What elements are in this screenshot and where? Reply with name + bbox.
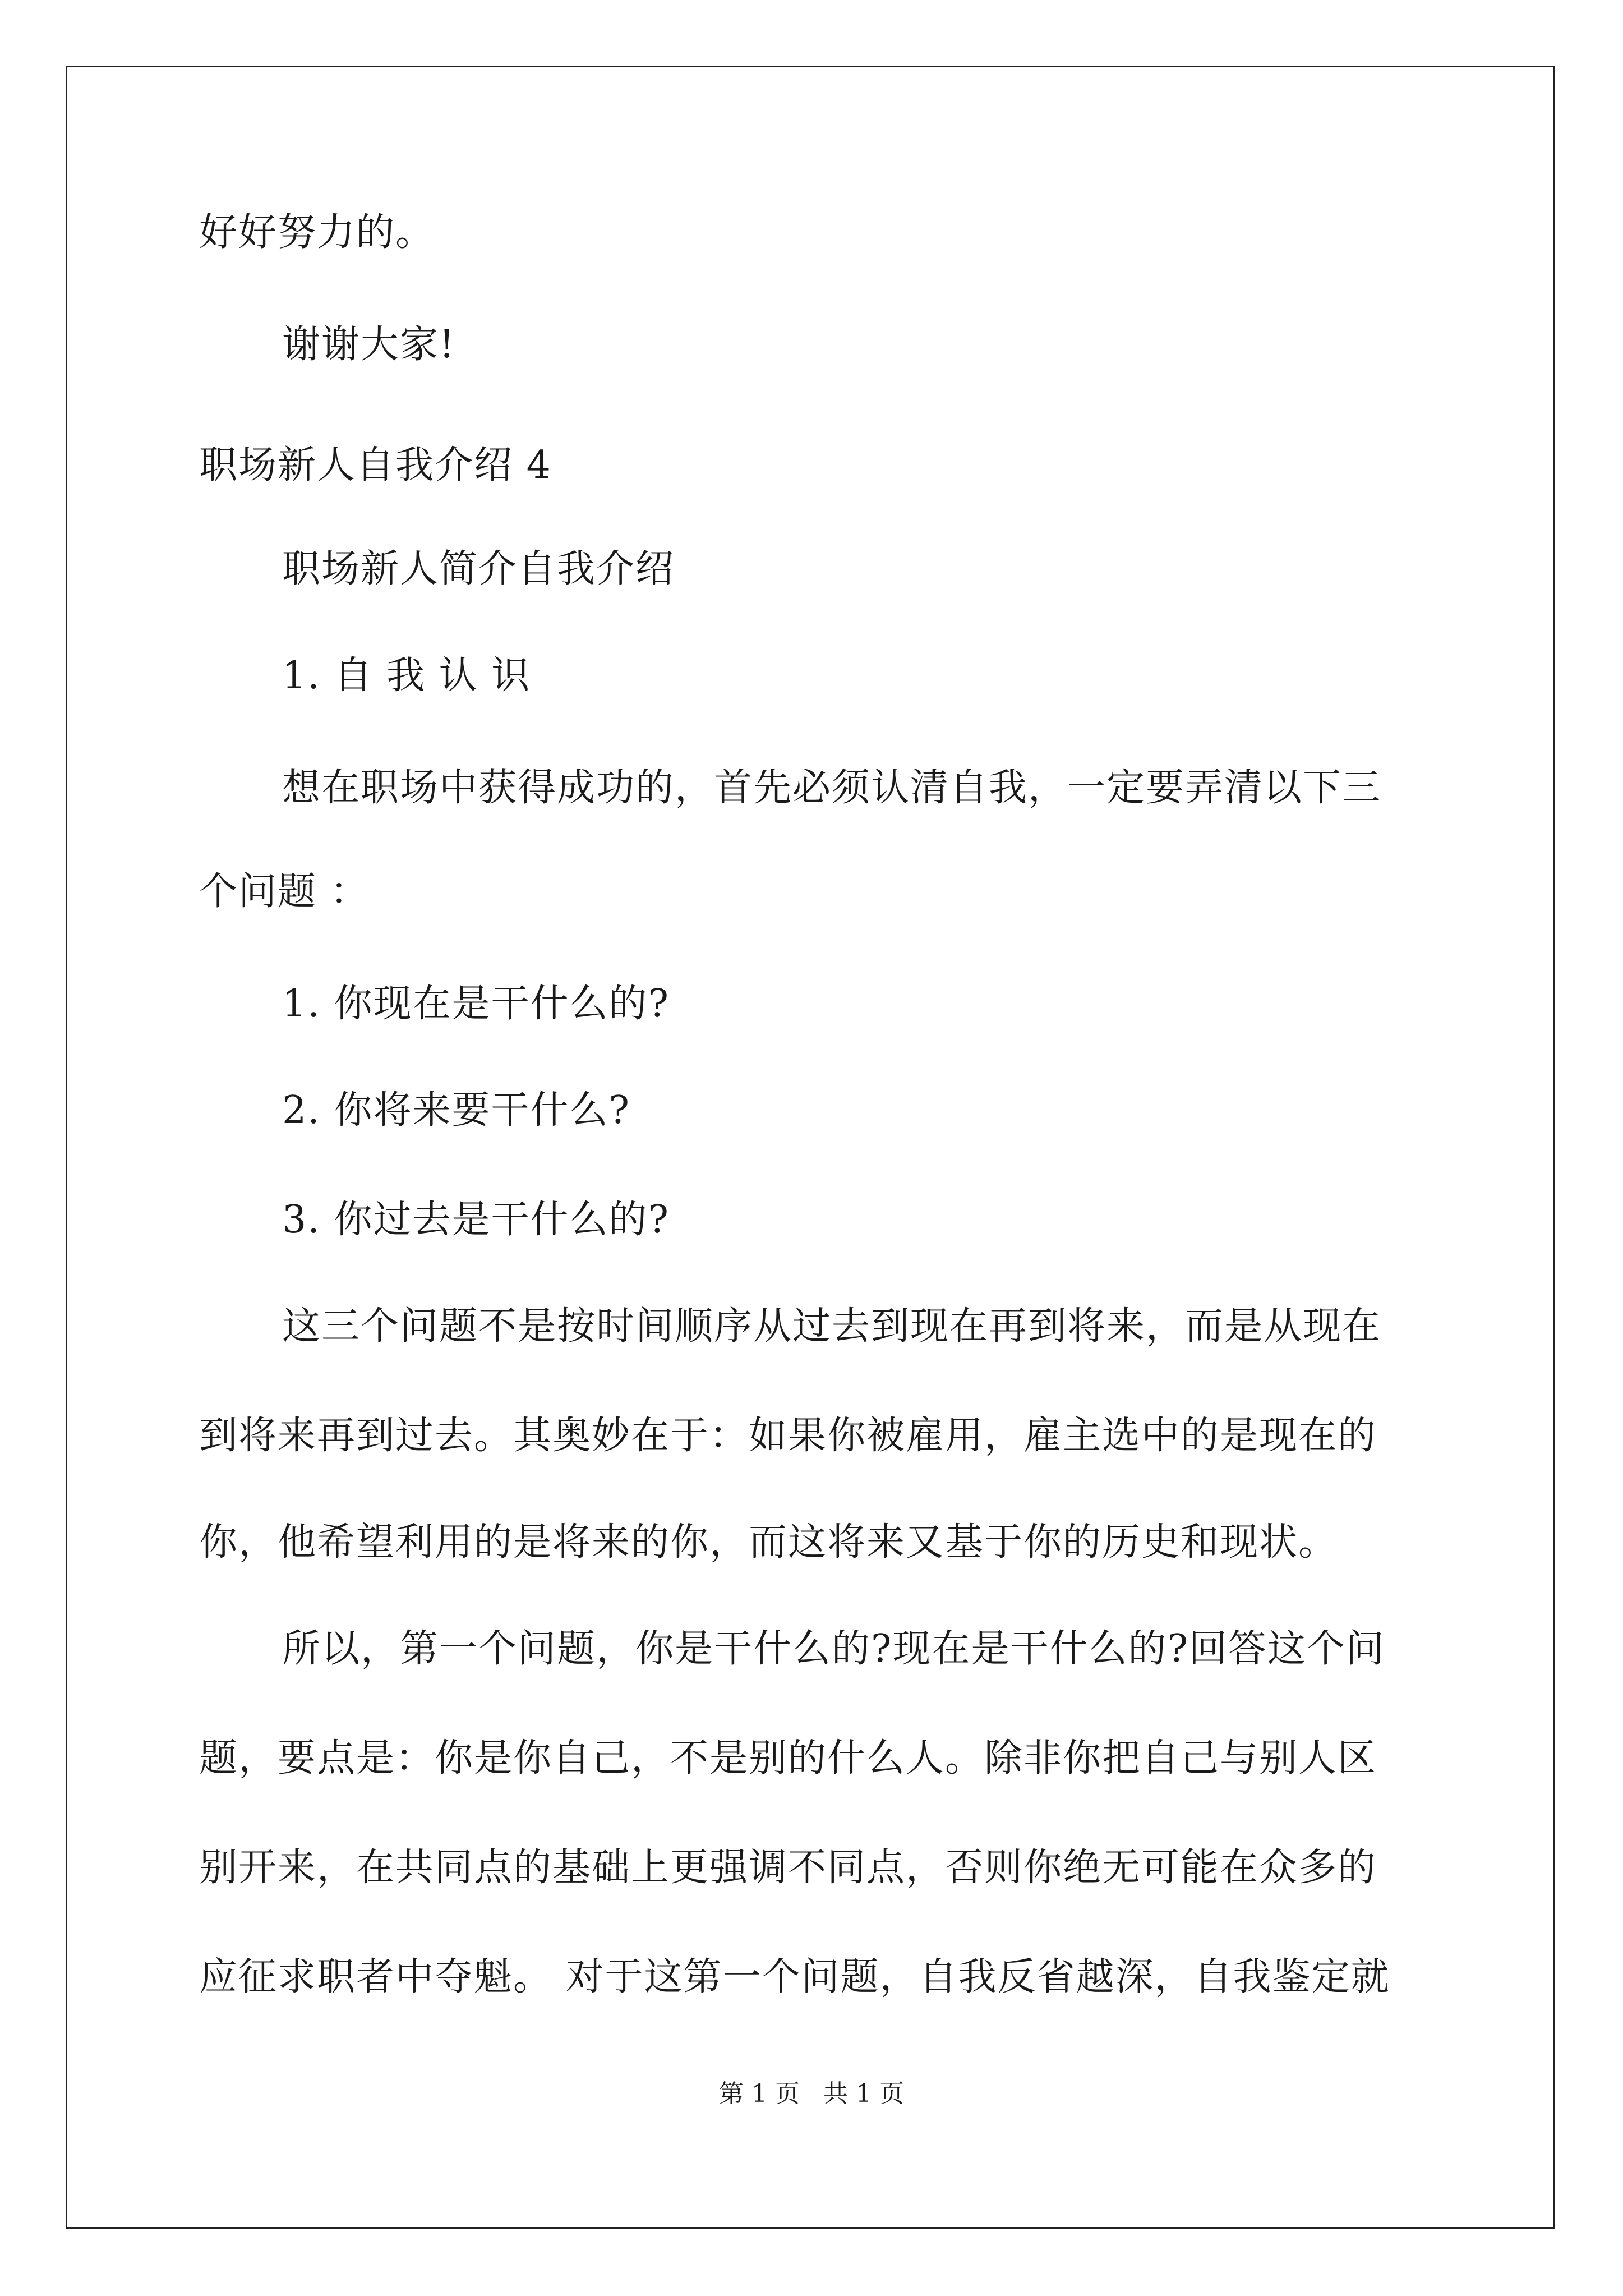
list-item: 2. 你将来要干什么? xyxy=(282,1088,630,1133)
text-line: 这三个问题不是按时间顺序从过去到现在再到将来，而是从现在 xyxy=(282,1304,1382,1349)
text-line: 到将来再到过去。其奥妙在于：如果你被雇用，雇主选中的是现在的 xyxy=(199,1414,1377,1458)
list-item: 1. 你现在是干什么的? xyxy=(282,982,670,1026)
text-line: 想在职场中获得成功的，首先必须认清自我，一定要弄清以下三 xyxy=(282,766,1382,810)
text-line: 所以，第一个问题，你是干什么的?现在是干什么的?回答这个问 xyxy=(282,1627,1385,1671)
subheading: 1. 自 我 认 识 xyxy=(282,654,531,698)
text-line: 你，他希望利用的是将来的你，而这将来又基于你的历史和现状。 xyxy=(199,1520,1338,1565)
text-line: 个问题 ： xyxy=(199,869,370,914)
list-item: 3. 你过去是干什么的? xyxy=(282,1198,670,1242)
page-footer: 第 1 页 共 1 页 xyxy=(719,2079,904,2108)
text-line: 别开来，在共同点的基础上更强调不同点，否则你绝无可能在众多的 xyxy=(199,1846,1377,1890)
section-heading: 职场新人自我介绍 4 xyxy=(199,443,552,487)
text-line: 谢谢大家! xyxy=(282,323,456,367)
page-border xyxy=(66,66,1555,2229)
text-line: 应征求职者中夺魁。 对于这第一个问题，自我反省越深，自我鉴定就 xyxy=(199,1955,1390,1999)
text-line: 职场新人简介自我介绍 xyxy=(282,547,675,591)
text-line: 好好努力的。 xyxy=(199,210,435,255)
text-line: 题，要点是：你是你自己，不是别的什么人。除非你把自己与别人区 xyxy=(199,1736,1377,1780)
